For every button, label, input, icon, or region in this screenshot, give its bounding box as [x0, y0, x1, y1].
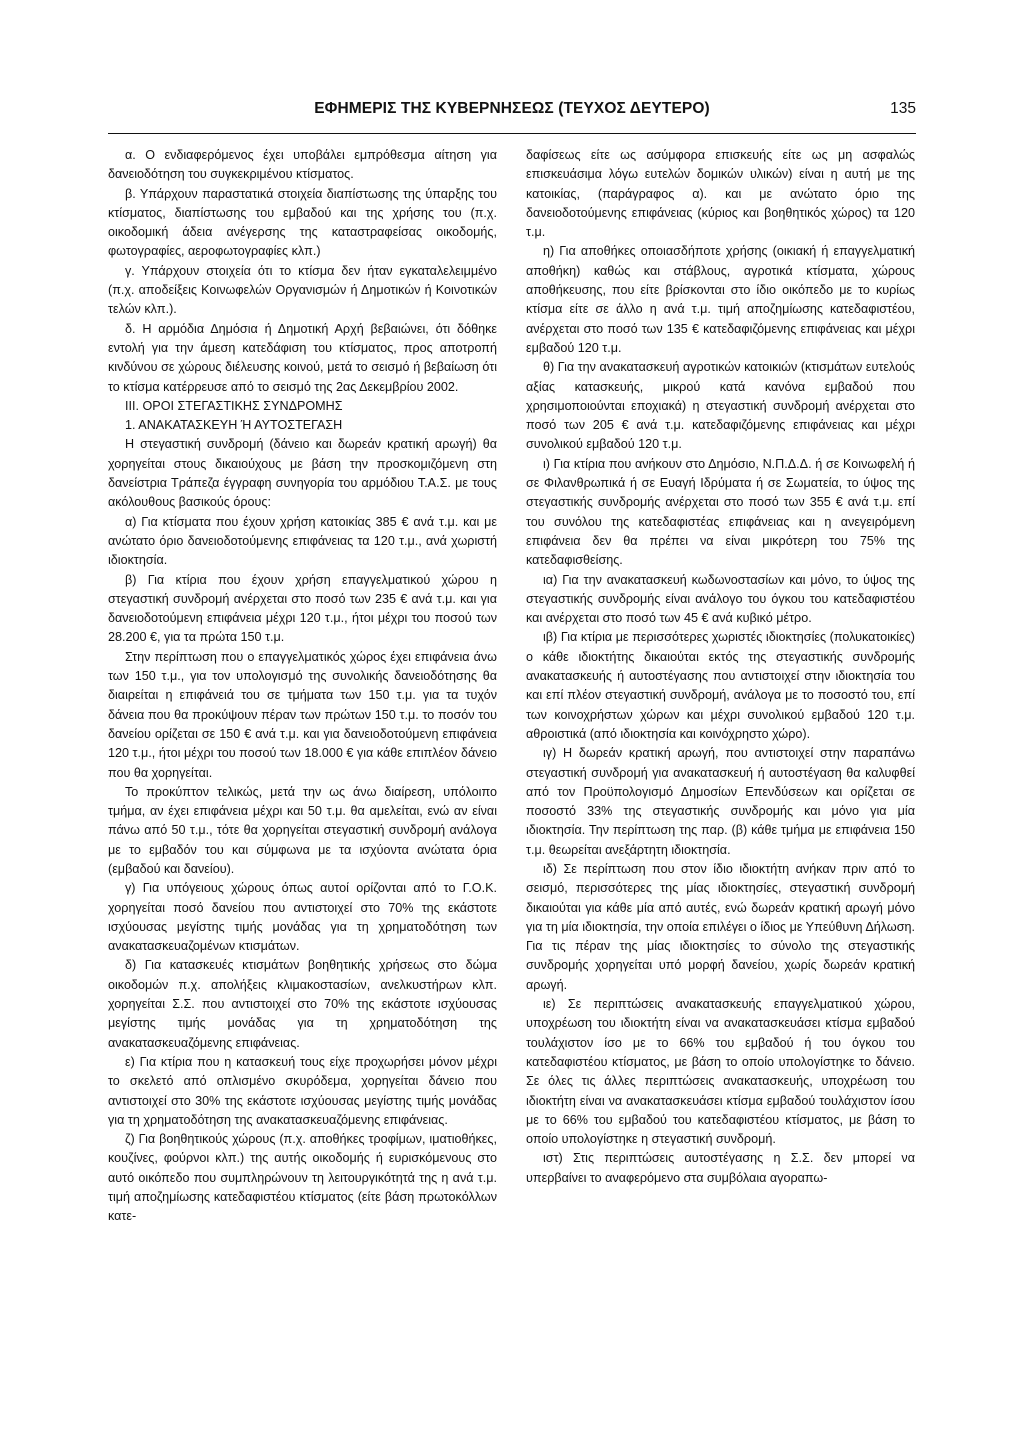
section-heading: ΙΙΙ. ΟΡΟΙ ΣΤΕΓΑΣΤΙΚΗΣ ΣΥΝΔΡΟΜΗΣ	[125, 398, 343, 413]
header-rule	[108, 133, 916, 134]
paragraph: Το προκύπτον τελικώς, μετά την ως άνω διαίρεση, υπόλοιπο τμήμα, αν έχει επιφάνεια μέχρι και 50 τ.μ. θα αμελείται, ενώ αν είναι πάνω από 50 τ.μ., τότε θα χορηγείται στεγαστική συνδρομή ανάλογα με το εμβαδόν του και σύμφωνα με τα ισχύοντα ανώτατα όρια (εμβαδού και δανείου).	[108, 784, 497, 876]
subsection-heading: 1. ΑΝΑΚΑΤΑΣΚΕΥΗ Ή ΑΥΤΟΣΤΕΓΑΣΗ	[125, 418, 343, 433]
paragraph: Στην περίπτωση που ο επαγγελματικός χώρος έχει επιφάνεια άνω των 150 τ.μ., για τον υπολογισμό της συνολικής δανειοδότησης θα διαιρείται η επιφάνειά του σε τμήματα των 150 τ.μ. για τα τυχόν δάνεια που θα προκύψουν πέραν των πρώτων 150 τ.μ. το ποσόν του δανείου ορίζεται σε 150 € ανά τ.μ. και για δανειοδοτούμενη επιφάνεια 120 τ.μ., ήτοι μέχρι του ποσού των 18.000 € για κάθε επιπλέον δάνειο που θα χορηγείται.	[108, 649, 497, 780]
paragraph: α. Ο ενδιαφερόμενος έχει υποβάλει εμπρόθεσμα αίτηση για δανειοδότηση του συγκεκριμένου κτίσματος.	[108, 148, 497, 182]
paragraph: β. Υπάρχουν παραστατικά στοιχεία διαπίστωσης της ύπαρξης του κτίσματος, διαπίστωσης του εμβαδού και της χρήσης του (π.χ. οικοδομική άδεια ανέγερσης της καταστραφείσας οικοδομής, φωτογραφίες, αεροφωτογραφίες κλπ.)	[108, 186, 497, 259]
gazette-title: ΕΦΗΜΕΡΙΣ ΤΗΣ ΚΥΒΕΡΝΗΣΕΩΣ (ΤΕΥΧΟΣ ΔΕΥΤΕΡΟ)	[314, 100, 710, 117]
paragraph: ζ) Για βοηθητικούς χώρους (π.χ. αποθήκες τροφίμων, ιματιοθήκες, κουζίνες, φούρνοι κλπ.) της αυτής οικοδομής ή ευρισκόμενους στο αυτό οικόπεδο που συμπληρώνουν τη λειτουργικότητά της η ανά τ.μ. τιμή αποζημίωσης κατεδαφιστέου κτίσματος (είτε βάση πρωτοκόλλων κατε-	[108, 1132, 497, 1224]
page-number: 135	[890, 100, 916, 117]
paragraph: δ) Για κατασκευές κτισμάτων βοηθητικής χρήσεως στο δώμα οικοδομών π.χ. απολήξεις κλιμακοστασίων, ανελκυστήρων κλπ. χορηγείται Σ.Σ. που αντιστοιχεί στο 70% της εκάστοτε ισχύουσας μεγίστης τιμής μονάδας για τη χρηματοδότηση της ανακατασκευαζόμενης επιφάνειας.	[108, 958, 497, 1050]
paragraph: ιδ) Σε περίπτωση που στον ίδιο ιδιοκτήτη ανήκαν πριν από το σεισμό, περισσότερες της μίας ιδιοκτησίες, στεγαστική συνδρομή δικαιούται για κάθε μία από αυτές, ενώ δωρεάν κρατική αρωγή μόνο για τη μία ιδιοκτησία, την οποία επιλέγει ο ίδιος με Υπεύθυνη Δήλωση. Για τις πέραν της μίας ιδιοκτησίες το σύνολο της στεγαστικής συνδρομής χορηγείται υπό μορφή δανείου, χωρίς δωρεάν κρατική αρωγή.	[526, 861, 915, 992]
paragraph: γ. Υπάρχουν στοιχεία ότι το κτίσμα δεν ήταν εγκαταλελειμμένο (π.χ. αποδείξεις Κοινωφελών Οργανισμών ή Δημοτικών ή Κοινοτικών τελών κλπ.).	[108, 263, 497, 317]
paragraph: ι) Για κτίρια που ανήκουν στο Δημόσιο, Ν.Π.Δ.Δ. ή σε Κοινωφελή ή σε Φιλανθρωπικά ή σε Ευαγή Ιδρύματα ή σε Σωματεία, το ύψος της στεγαστικής συνδρομής ανέρχεται στο ποσό των 355 € ανά τ.μ. επί του συνόλου της κατεδαφιστέας επιφάνειας και η ανεγειρόμενη επιφάνεια δεν θα πρέπει να είναι μικρότερη του 75% της κατεδαφισθείσης.	[526, 456, 915, 568]
paragraph: ια) Για την ανακατασκευή κωδωνοστασίων και μόνο, το ύψος της στεγαστικής συνδρομής είναι ανάλογο του όγκου του κατεδαφιστέου και ανέρχεται στο ποσό των 45 € ανά κυβικό μέτρο.	[526, 572, 915, 626]
paragraph: γ) Για υπόγειους χώρους όπως αυτοί ορίζονται από το Γ.Ο.Κ. χορηγείται ποσό δανείου που αντιστοιχεί στο 70% της εκάστοτε ισχύουσας μεγίστης τιμής μονάδας για τη χρηματοδότηση των ανακατασκευαζομένων κτισμάτων.	[108, 881, 497, 954]
paragraph-continuation: δαφίσεως είτε ως ασύμφορα επισκευής είτε ως μη ασφαλώς επισκευάσιμα λόγω ευτελών δομικών υλικών) είναι η αυτή με της κατοικίας, (παράγραφος α). και με ανώτατο όριο της δανειοδοτούμενης επιφάνειας (κύριος και βοηθητικός χώρος) τα 120 τ.μ.	[526, 148, 915, 240]
page-header	[108, 100, 916, 130]
paragraph: ιε) Σε περιπτώσεις ανακατασκευής επαγγελματικού χώρου, υποχρέωση του ιδιοκτήτη είναι να ανακατασκευάσει κτίσμα εμβαδού τουλάχιστον ίσο με το 66% του εμβαδού ή του όγκου του κατεδαφιστέου κτίσματος, με βάση το οποίο υπολογίστηκε το δάνειο. Σε όλες τις άλλες περιπτώσεις ανακατασκευής, υποχρέωση του ιδιοκτήτη είναι να ανακατασκευάσει κτίσμα εμβαδού τουλάχιστον ίσου με το 66% του εμβαδού του κατεδαφιστέου κτίσματος, με βάση το οποίο υπολογίστηκε η στεγαστική συνδρομή.	[526, 997, 915, 1147]
left-column	[108, 146, 497, 1227]
paragraph: ε) Για κτίρια που η κατασκευή τους είχε προχωρήσει μόνον μέχρι το σκελετό από οπλισμένο σκυρόδεμα, χορηγείται δάνειο που αντιστοιχεί στο 30% της εκάστοτε ισχύουσας μεγίστης τιμής μονάδας για τη χρηματοδότηση της ανακατασκευαζόμενης επιφάνειας.	[108, 1054, 497, 1127]
paragraph: η) Για αποθήκες οποιασδήποτε χρήσης (οικιακή ή επαγγελματική αποθήκη) καθώς και στάβλους, αγροτικά κτίσματα, χώρους αποθήκευσης, που είτε βρίσκονται στο ίδιο οικόπεδο με το κυρίως κτίσμα είτε σε άλλο η ανά τ.μ. τιμή αποζημίωσης κατεδαφιστέου, ανέρχεται στο ποσό των 135 € κατεδαφιζόμενης επιφάνειας και μέχρι εμβαδού 120 τ.μ.	[526, 244, 915, 355]
paragraph: ιστ) Στις περιπτώσεις αυτοστέγασης η Σ.Σ. δεν μπορεί να υπερβαίνει το αναφερόμενο στα συμβόλαια αγοραπω-	[526, 1151, 915, 1185]
paragraph: δ. Η αρμόδια Δημόσια ή Δημοτική Αρχή βεβαιώνει, ότι δόθηκε εντολή για την άμεση κατεδάφιση του κτίσματος, προς αποτροπή κινδύνου σε χώρους διέλευσης κοινού, μετά το σεισμό ή βεβαίωση ότι το κτίσμα κατέρρευσε από το σεισμό της 2ας Δεκεμβρίου 2002.	[108, 321, 497, 394]
right-column	[526, 146, 915, 1188]
paragraph: θ) Για την ανακατασκευή αγροτικών κατοικιών (κτισμάτων ευτελούς αξίας κατασκευής, μικρού κατά κανόνα εμβαδού που χρησιμοποιούνται εποχιακά) η στεγαστική συνδρομή ανέρχεται στο ποσό των 205 € ανά τ.μ. κατεδαφιζόμενης επιφάνειας και μέχρι συνολικού εμβαδού 120 τ.μ.	[526, 360, 915, 452]
paragraph: α) Για κτίσματα που έχουν χρήση κατοικίας 385 € ανά τ.μ. και με ανώτατο όριο δανειοδοτούμενης επιφάνειας τα 120 τ.μ., ανά χωριστή ιδιοκτησία.	[108, 514, 497, 568]
paragraph: ιγ) Η δωρεάν κρατική αρωγή, που αντιστοιχεί στην παραπάνω στεγαστική συνδρομή για ανακατασκευή ή αυτοστέγαση θα καλυφθεί από τον Προϋπολογισμό Δημοσίων Επενδύσεων και ορίζεται σε ποσοστό 33% της στεγαστικής συνδρομής και μόνο για μία ιδιοκτησία. Την περίπτωση της παρ. (β) κάθε τμήμα με επιφάνεια 150 τ.μ. θεωρείται ανεξάρτητη ιδιοκτησία.	[526, 746, 915, 857]
paragraph: ιβ) Για κτίρια με περισσότερες χωριστές ιδιοκτησίες (πολυκατοικίες) ο κάθε ιδιοκτήτης δικαιούται εκτός της στεγαστικής συνδρομής ανακατασκευής ή αυτοστέγασης που αντιστοιχεί στην ιδιοκτησία του και επί πλέον στεγαστική συνδρομή, ανάλογα με το ποσοστό του, επί των κοινοχρήστων χώρων και μέχρι συνολικού εμβαδού 120 τ.μ. αθροιστικά (από ιδιοκτησία και κοινόχρηστο χώρο).	[526, 630, 915, 741]
paragraph: Η στεγαστική συνδρομή (δάνειο και δωρεάν κρατική αρωγή) θα χορηγείται στους δικαιούχους με βάση την προσκομιζόμενη στη δανείστρια Τράπεζα έγγραφη συνηγορία του αρμόδιου Τ.Α.Σ. με τους ακόλουθους βασικούς όρους:	[108, 437, 497, 510]
paragraph: β) Για κτίρια που έχουν χρήση επαγγελματικού χώρου η στεγαστική συνδρομή ανέρχεται στο ποσό των 235 € ανά τ.μ. και για δανειοδοτούμενη επιφάνεια μέχρι 120 τ.μ., ήτοι μέχρι του ποσού των 28.200 €, για τα πρώτα 150 τ.μ.	[108, 572, 497, 645]
